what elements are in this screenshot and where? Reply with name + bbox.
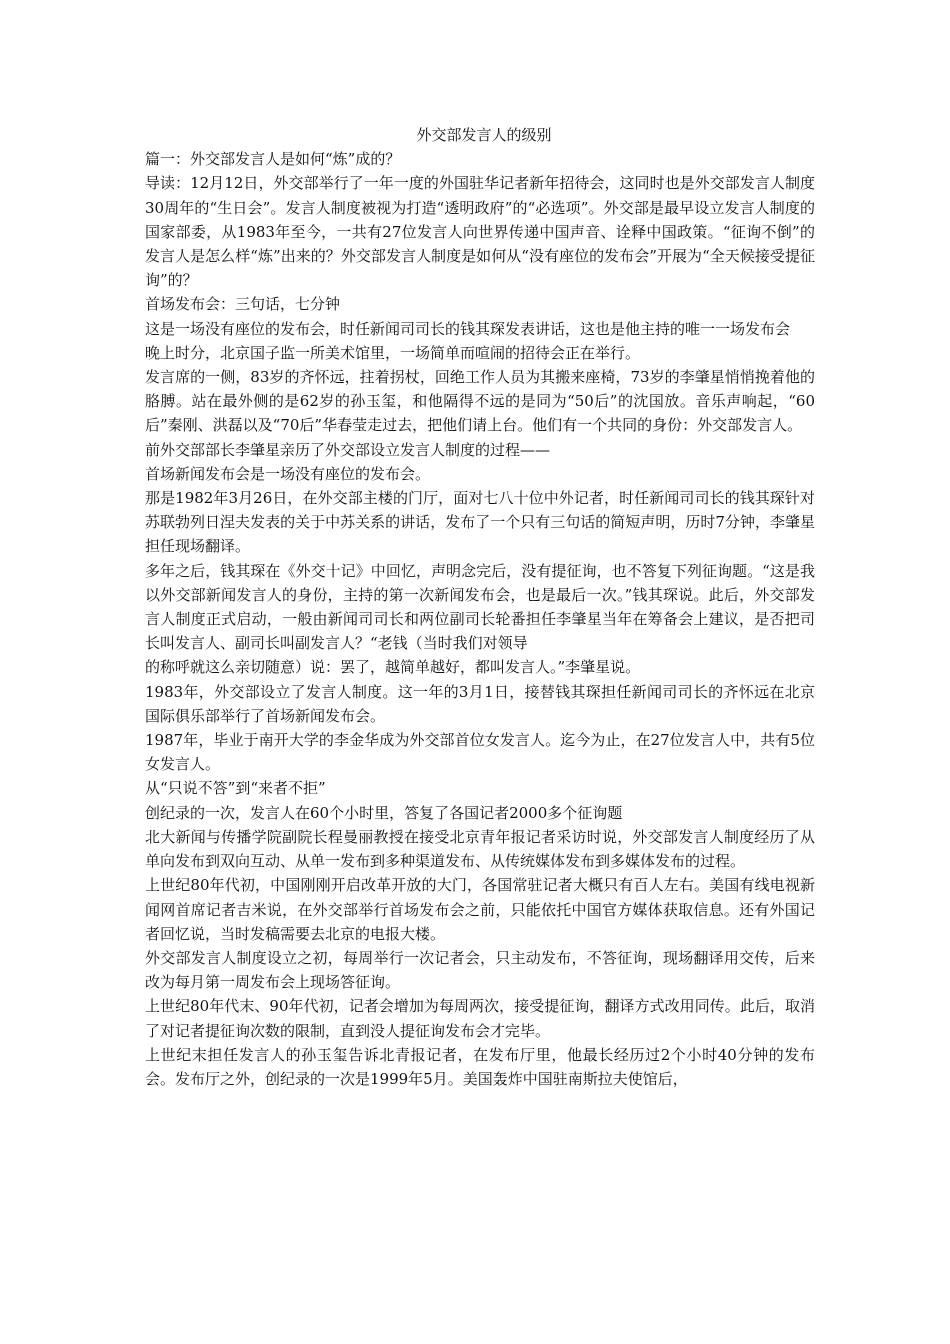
paragraph: 首场新闻发布会是一场没有座位的发布会。 xyxy=(145,464,431,483)
paragraph: 上世纪80年代末、90年代初，记者会增加为每周两次，接受提征询，翻译方式改用同传。此后，取消了对记者提征询次数的限制，直到没人提征询发布会才完毕。 xyxy=(145,997,815,1040)
paragraph: 1983年，外交部设立了发言人制度。这一年的3月1日，接替钱其琛担任新闻司司长的齐怀远在北京国际俱乐部举行了首场新闻发布会。 xyxy=(145,682,815,725)
paragraph: 1987年，毕业于南开大学的李金华成为外交部首位女发言人。迄今为止，在27位发言人中，共有5位女发言人。 xyxy=(145,731,815,774)
paragraph: 前外交部部长李肇星亲历了外交部设立发言人制度的过程—— xyxy=(145,440,551,459)
document-page xyxy=(145,123,815,1091)
paragraph-intro-heading: 篇一：外交部发言人是如何“炼”成的？ xyxy=(145,150,401,169)
paragraph: 北大新闻与传播学院副院长程曼丽教授在接受北京青年报记者采访时说，外交部发言人制度经历了从单向发布到双向互动、从单一发布到多种渠道发布、从传统媒体发布到多媒体发布的过程。 xyxy=(145,827,815,871)
paragraph: 这是一场没有座位的发布会，时任新闻司司长的钱其琛发表讲话，这也是他主持的唯一一场发布会 xyxy=(145,319,791,338)
paragraph: 多年之后，钱其琛在《外交十记》中回忆，声明念完后，没有提征询，也不答复下列征询题。“这是我以外交部新闻发言人的身份，主持的第一次新闻发布会，也是最后一次。”钱其琛说。此后，外交部发言人制度正式启动，一般由新闻司司长和两位副司长轮番担任李肇星当年在筹备会上建议，是否把司长叫发言人、副司长叫副发言人？“老钱（当时我们对领导 xyxy=(145,561,815,653)
paragraph: 那是1982年3月26日，在外交部主楼的门厅，面对七八十位中外记者，时任新闻司司长的钱其琛针对苏联勃列日涅夫发表的关于中苏关系的讲话，发布了一个只有三句话的简短声明，历时7分钟，李肇星担任现场翻译。 xyxy=(145,489,815,556)
paragraph-section-heading: 首场发布会：三句话，七分钟 xyxy=(145,295,341,314)
paragraph: 的称呼就这么亲切随意）说：罢了，越简单越好，都叫发言人。”李肇星说。 xyxy=(145,658,641,677)
paragraph: 晚上时分，北京国子监一所美术馆里，一场简单而喧闹的招待会正在举行。 xyxy=(145,343,641,362)
paragraph-section-heading: 从“只说不答”到“来者不拒” xyxy=(145,779,326,798)
paragraph: 创纪录的一次，发言人在60个小时里，答复了各国记者2000多个征询题 xyxy=(145,803,623,822)
paragraph-lead: 导读：12月12日，外交部举行了一年一度的外国驻华记者新年招待会，这同时也是外交部发言人制度30周年的“生日会”。发言人制度被视为打造“透明政府”的“必选项”。外交部是最早设立发言人制度的国家部委，从1983年至今，一共有27位发言人向世界传递中国声音、诠释中国政策。“征询不倒”的发言人是怎么样“炼”出来的？外交部发言人制度是如何从“没有座位的发布会”开展为“全天候接受提征询”的？ xyxy=(145,174,815,290)
document-title: 外交部发言人的级别 xyxy=(416,126,552,144)
paragraph: 外交部发言人制度设立之初，每周举行一次记者会，只主动发布，不答征询，现场翻译用交传，后来改为每月第一周发布会上现场答征询。 xyxy=(145,948,815,992)
paragraph: 上世纪80年代初，中国刚刚开启改革开放的大门，各国常驻记者大概只有百人左右。美国有线电视新闻网首席记者吉米说，在外交部举行首场发布会之前，只能依托中国官方媒体获取信息。还有外国记者回忆说，当时发稿需要去北京的电报大楼。 xyxy=(145,876,815,943)
paragraph: 发言席的一侧，83岁的齐怀远，拄着拐杖，回绝工作人员为其搬来座椅，73岁的李肇星悄悄挽着他的胳膊。站在最外侧的是62岁的孙玉玺，和他隔得不远的是同为“50后”的沈国放。音乐声响起，“60后”秦刚、洪磊以及“70后”华春莹走过去，把他们请上台。他们有一个共同的身份：外交部发言人。 xyxy=(145,368,815,435)
paragraph: 上世纪末担任发言人的孙玉玺告诉北青报记者，在发布厅里，他最长经历过2个小时40分钟的发布会。发布厅之外，创纪录的一次是1999年5月。美国轰炸中国驻南斯拉夫使馆后， xyxy=(145,1045,815,1088)
